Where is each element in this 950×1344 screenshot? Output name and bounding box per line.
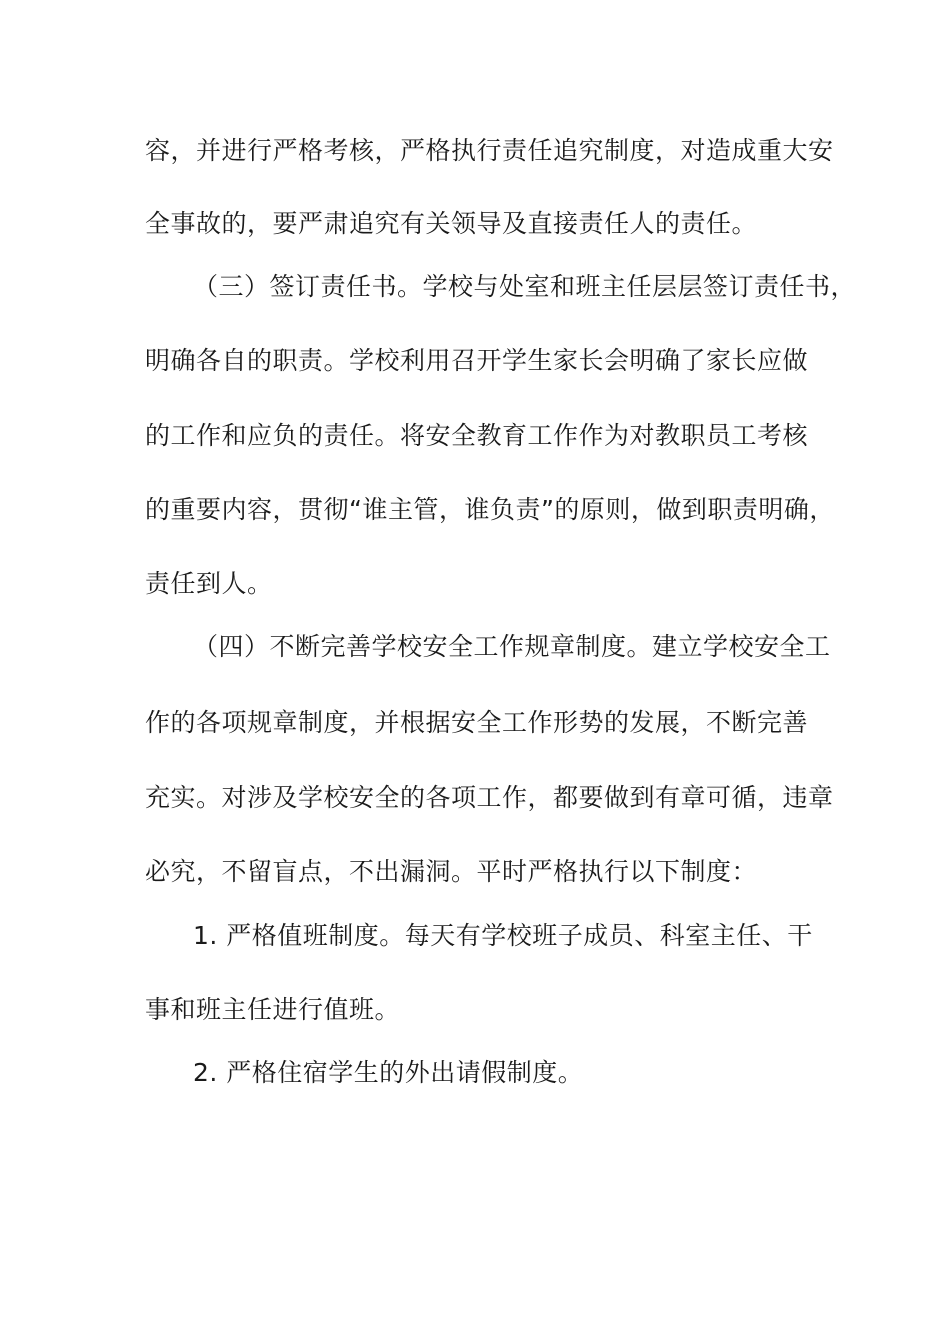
section-heading-line: （四）不断完善学校安全工作规章制度。建立学校安全工 bbox=[193, 632, 831, 661]
list-item-line: 2. 严格住宿学生的外出请假制度。 bbox=[193, 1058, 584, 1087]
paragraph-line: 容，并进行严格考核，严格执行责任追究制度，对造成重大安 bbox=[145, 136, 834, 165]
paragraph-line: 责任到人。 bbox=[145, 569, 273, 598]
paragraph-line: 充实。对涉及学校安全的各项工作，都要做到有章可循，违章 bbox=[145, 783, 834, 812]
section-heading-line: （三）签订责任书。学校与处室和班主任层层签订责任书， bbox=[193, 272, 857, 301]
paragraph-line: 的重要内容，贯彻“谁主管，谁负责”的原则，做到职责明确， bbox=[145, 495, 835, 524]
paragraph-line: 全事故的，要严肃追究有关领导及直接责任人的责任。 bbox=[145, 209, 758, 238]
paragraph-line: 作的各项规章制度，并根据安全工作形势的发展，不断完善 bbox=[145, 708, 809, 737]
paragraph-line: 必究，不留盲点，不出漏洞。平时严格执行以下制度： bbox=[145, 857, 758, 886]
paragraph-line: 明确各自的职责。学校利用召开学生家长会明确了家长应做 bbox=[145, 346, 809, 375]
list-item-line: 1. 严格值班制度。每天有学校班子成员、科室主任、干 bbox=[193, 921, 813, 950]
paragraph-line: 事和班主任进行值班。 bbox=[145, 995, 401, 1024]
paragraph-line: 的工作和应负的责任。将安全教育工作作为对教职员工考核 bbox=[145, 421, 809, 450]
